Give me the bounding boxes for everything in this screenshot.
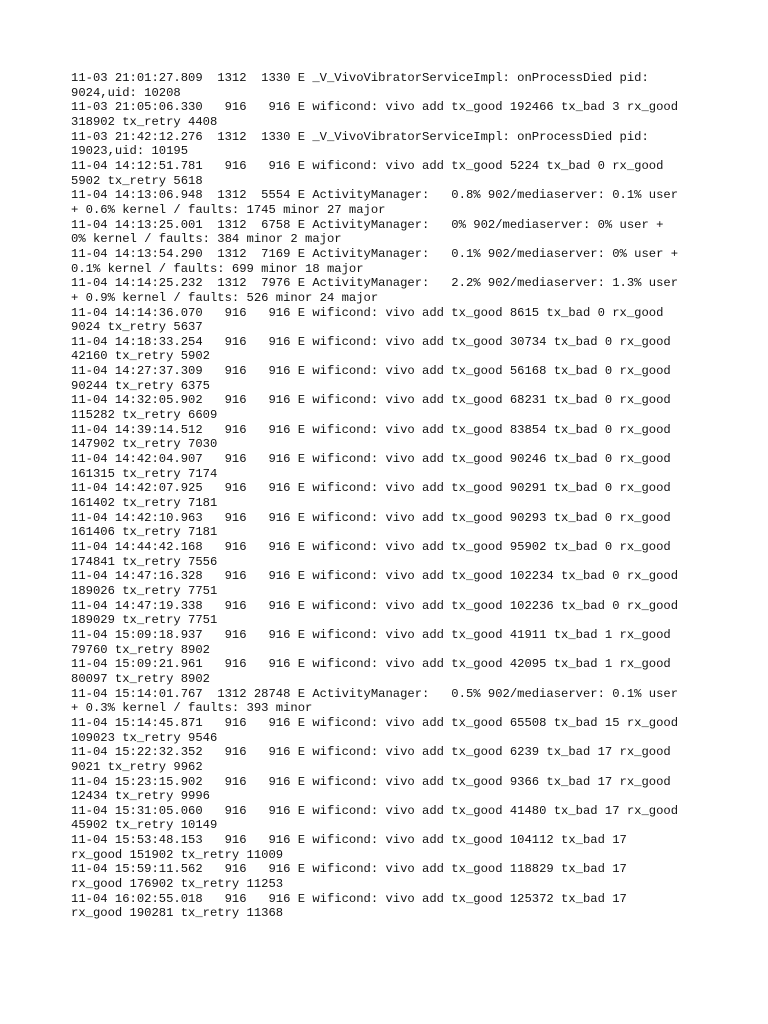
log-entry: 11-04 14:14:25.232 1312 7976 E ActivityManager: 2.2% 902/mediaserver: 1.3% user + 0.9% kernel / faults: 526 minor 24 major — [71, 276, 679, 305]
log-entry: 11-04 15:14:45.871 916 916 E wificond: vivo add tx_good 65508 tx_bad 15 rx_good 109023 tx_retry 9546 — [71, 715, 679, 745]
log-entry: 11-03 21:01:27.809 1312 1330 E _V_VivoVibratorServiceImpl: onProcessDied pid: 9024,uid: 10208 — [71, 71, 649, 100]
log-entry: 11-04 15:23:15.902 916 916 E wificond: vivo add tx_good 9366 tx_bad 17 rx_good 12434 tx_retry 9996 — [71, 774, 671, 804]
log-entry: 11-04 14:14:36.070 916 916 E wificond: vivo add tx_good 8615 tx_bad 0 rx_good 9024 tx_retry 5637 — [71, 305, 664, 335]
log-entry: 11-04 15:09:21.961 916 916 E wificond: vivo add tx_good 42095 tx_bad 1 rx_good 80097 tx_retry 8902 — [71, 657, 671, 686]
log-entry: 11-04 14:12:51.781 916 916 E wificond: vivo add tx_good 5224 tx_bad 0 rx_good 5902 tx_retry 5618 — [71, 158, 664, 188]
log-entry: 11-03 21:42:12.276 1312 1330 E _V_VivoVibratorServiceImpl: onProcessDied pid: 19023,uid: 10195 — [71, 129, 649, 159]
log-entry: 11-04 16:02:55.018 916 916 E wificond: vivo add tx_good 125372 tx_bad 17 rx_good 190281 tx_retry 11368 — [71, 891, 627, 921]
log-entry: 11-04 14:13:54.290 1312 7169 E ActivityManager: 0.1% 902/mediaserver: 0% user + 0.1% kernel / faults: 699 minor 18 major — [71, 246, 679, 276]
log-entry: 11-04 15:22:32.352 916 916 E wificond: vivo add tx_good 6239 tx_bad 17 rx_good 9021 tx_retry 9962 — [71, 745, 671, 774]
log-entry: 11-04 14:32:05.902 916 916 E wificond: vivo add tx_good 68231 tx_bad 0 rx_good 115282 tx_retry 6609 — [71, 393, 671, 423]
log-entry: 11-03 21:05:06.330 916 916 E wificond: vivo add tx_good 192466 tx_bad 3 rx_good 318902 tx_retry 4408 — [71, 100, 679, 129]
log-entry: 11-04 14:42:04.907 916 916 E wificond: vivo add tx_good 90246 tx_bad 0 rx_good 161315 tx_retry 7174 — [71, 452, 671, 481]
log-entry: 11-04 14:39:14.512 916 916 E wificond: vivo add tx_good 83854 tx_bad 0 rx_good 147902 tx_retry 7030 — [71, 422, 671, 452]
log-entry: 11-04 15:31:05.060 916 916 E wificond: vivo add tx_good 41480 tx_bad 17 rx_good 45902 tx_retry 10149 — [71, 803, 679, 833]
log-entry: 11-04 14:42:10.963 916 916 E wificond: vivo add tx_good 90293 tx_bad 0 rx_good 161406 tx_retry 7181 — [71, 510, 671, 540]
log-entry: 11-04 15:09:18.937 916 916 E wificond: vivo add tx_good 41911 tx_bad 1 rx_good 79760 tx_retry 8902 — [71, 627, 671, 657]
log-entry: 11-04 14:13:25.001 1312 6758 E ActivityManager: 0% 902/mediaserver: 0% user + 0% kernel / faults: 384 minor 2 major — [71, 217, 664, 247]
log-entry: 11-04 14:42:07.925 916 916 E wificond: vivo add tx_good 90291 tx_bad 0 rx_good 161402 tx_retry 7181 — [71, 481, 671, 511]
log-entry: 11-04 14:18:33.254 916 916 E wificond: vivo add tx_good 30734 tx_bad 0 rx_good 42160 tx_retry 5902 — [71, 334, 671, 364]
log-entry: 11-04 14:47:19.338 916 916 E wificond: vivo add tx_good 102236 tx_bad 0 rx_good 189029 tx_retry 7751 — [71, 598, 679, 628]
log-entry: 11-04 14:47:16.328 916 916 E wificond: vivo add tx_good 102234 tx_bad 0 rx_good 189026 tx_retry 7751 — [71, 569, 679, 598]
log-entry: 11-04 15:53:48.153 916 916 E wificond: vivo add tx_good 104112 tx_bad 17 rx_good 151902 tx_retry 11009 — [71, 833, 627, 862]
log-entry: 11-04 14:44:42.168 916 916 E wificond: vivo add tx_good 95902 tx_bad 0 rx_good 174841 tx_retry 7556 — [71, 540, 671, 569]
log-entry: 11-04 14:13:06.948 1312 5554 E ActivityManager: 0.8% 902/mediaserver: 0.1% user + 0.6% kernel / faults: 1745 minor 27 major — [71, 188, 679, 217]
log-entry: 11-04 14:27:37.309 916 916 E wificond: vivo add tx_good 56168 tx_bad 0 rx_good 90244 tx_retry 6375 — [71, 364, 671, 393]
log-entry: 11-04 15:14:01.767 1312 28748 E ActivityManager: 0.5% 902/mediaserver: 0.1% user + 0.3% kernel / faults: 393 minor — [71, 686, 679, 716]
log-page — [71, 71, 731, 921]
log-entry: 11-04 15:59:11.562 916 916 E wificond: vivo add tx_good 118829 tx_bad 17 rx_good 176902 tx_retry 11253 — [71, 862, 627, 892]
